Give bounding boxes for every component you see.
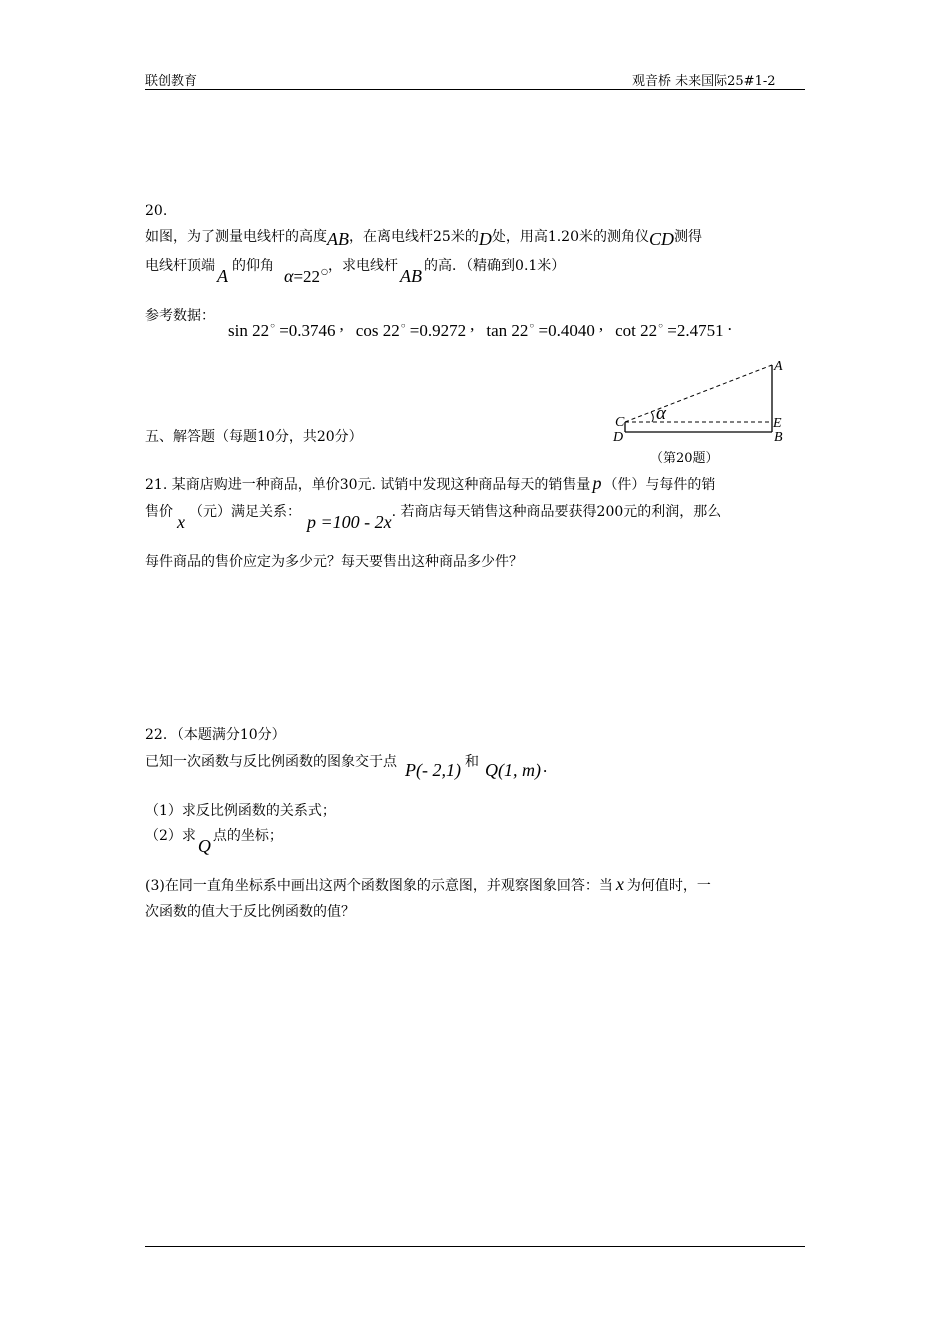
q22-part3-line1: [145, 874, 711, 895]
degree-icon: ○: [400, 321, 406, 330]
ref-tan-val: =0.4040: [538, 321, 595, 340]
degree-icon: ○: [270, 321, 275, 330]
q21-line1-text-a: 21. 某商店购进一种商品，单价30元. 试销中发现这种商品每天的销售量: [145, 477, 591, 493]
angle-arc: [651, 412, 653, 422]
q20-line1-text-a: 如图，为了测量电线杆的高度: [145, 229, 327, 245]
comma: ,: [598, 315, 604, 334]
point-p: [405, 760, 461, 780]
ref-tan-fn: tan 22: [486, 321, 529, 340]
degree-icon: ○: [658, 321, 663, 330]
ref-cot: [615, 321, 723, 340]
ref-cos-val: =0.9272: [409, 321, 467, 340]
q21-line1-text-b: （件）与每件的销: [603, 477, 716, 493]
q21-line3: 每件商品的售价应定为多少元？每天要售出这种商品多少件？: [145, 554, 523, 570]
q20-line2-math-ab: AB: [400, 266, 423, 286]
q20-line2-text-b: 的仰角: [232, 258, 274, 274]
q22-part3-line2: 次函数的值大于反比例函数的值？: [145, 904, 355, 920]
alpha-symbol: α: [284, 266, 294, 286]
q22-heading: 22．（本题满分10分）: [145, 727, 286, 743]
q20-ref-label: 参考数据：: [145, 308, 215, 324]
q22-line1-end: .: [542, 757, 548, 776]
q20-line1-text-d: 测得: [674, 229, 703, 245]
label-a: A: [774, 359, 783, 374]
q20-line1-math-cd: CD: [649, 229, 675, 249]
label-e: E: [773, 416, 782, 431]
ref-sin-fn: sin 22: [228, 321, 270, 340]
q22-part2: [145, 825, 283, 857]
q20-line1-math-d: D: [478, 229, 492, 249]
q22-line1-text: 已知一次函数与反比例函数的图象交于点: [145, 754, 397, 770]
q22-part2-text-a: （2）求: [145, 828, 196, 844]
degree-icon: ○: [529, 321, 535, 330]
q20-line1-text-b: ，在离电线杆25米的: [349, 229, 479, 245]
q21-equation-text: p =100 - 2x: [307, 512, 392, 532]
ref-tan: [486, 321, 594, 340]
ref-sin: [228, 321, 336, 340]
comma: ,: [339, 315, 344, 334]
footer-rule: [145, 1246, 805, 1247]
q20-line2: [145, 255, 565, 287]
ref-sin-val: =0.3746: [279, 321, 336, 340]
q21-line2-math-x: x: [177, 512, 185, 532]
sight-line: [625, 365, 772, 422]
q21-equation: [307, 512, 392, 532]
q21-line2-text-c: . 若商店每天销售这种商品要获得200元的利润，那么: [391, 504, 722, 520]
q22-part3-text-b: 为何值时，一: [626, 878, 711, 894]
q20-line2-math-a: A: [217, 266, 228, 286]
q20-ref-data: [228, 315, 732, 341]
q21-line1-math-p: p: [592, 473, 602, 493]
q20-line2-text-c: ，求电线杆: [328, 258, 399, 274]
q21-line1: [145, 473, 715, 494]
degree-icon: ○: [321, 267, 329, 276]
and-text: 和: [464, 754, 479, 770]
q20-angle-expr: [284, 266, 328, 287]
q22-part2-text-b: 点的坐标；: [212, 828, 283, 844]
header-right: 观音桥 未来国际25#1-2: [632, 74, 776, 89]
angle-value: =22: [293, 267, 321, 286]
q21-line2: [145, 501, 721, 533]
q20-number: 20.: [145, 203, 168, 219]
q22-part3-math-x: x: [615, 874, 624, 894]
figure-caption: （第20题）: [650, 451, 719, 466]
q20-line1: [145, 226, 702, 250]
ref-cos: [356, 321, 466, 340]
header-left: 联创教育: [145, 74, 198, 89]
q20-line2-text-a: 电线杆顶端: [145, 258, 215, 274]
section5-title: 五、解答题（每题10分，共20分）: [145, 429, 363, 445]
q20-line1-math-ab: AB: [327, 229, 349, 249]
ref-cot-val: =2.4751: [667, 321, 724, 340]
q22-part1: （1）求反比例函数的关系式；: [145, 803, 336, 819]
label-alpha: α: [656, 403, 666, 424]
q21-line2-text-a: 售价: [145, 504, 173, 520]
q22-part2-math-q: Q: [197, 836, 211, 856]
label-b: B: [774, 430, 783, 445]
ref-cot-fn: cot 22: [615, 321, 658, 340]
ref-cos-fn: cos 22: [355, 321, 400, 340]
q21-line2-text-b: （元）满足关系：: [189, 504, 301, 520]
q20-line1-text-c: 处，用高1.20米的测角仪: [491, 229, 649, 245]
point-q: Q(1, m): [484, 760, 541, 780]
ref-end: .: [727, 315, 732, 334]
header-rule: [145, 89, 805, 90]
q22-part3-text-a: (3)在同一直角坐标系中画出这两个函数图象的示意图，并观察图象回答：当: [145, 878, 613, 894]
q22-line1: [145, 751, 547, 781]
q20-line2-text-d: 的高．（精确到0.1米）: [424, 258, 566, 274]
label-d: D: [613, 430, 624, 445]
label-c: C: [615, 415, 625, 430]
comma: ,: [470, 315, 475, 334]
point-p-text: P(- 2,1): [405, 760, 461, 780]
